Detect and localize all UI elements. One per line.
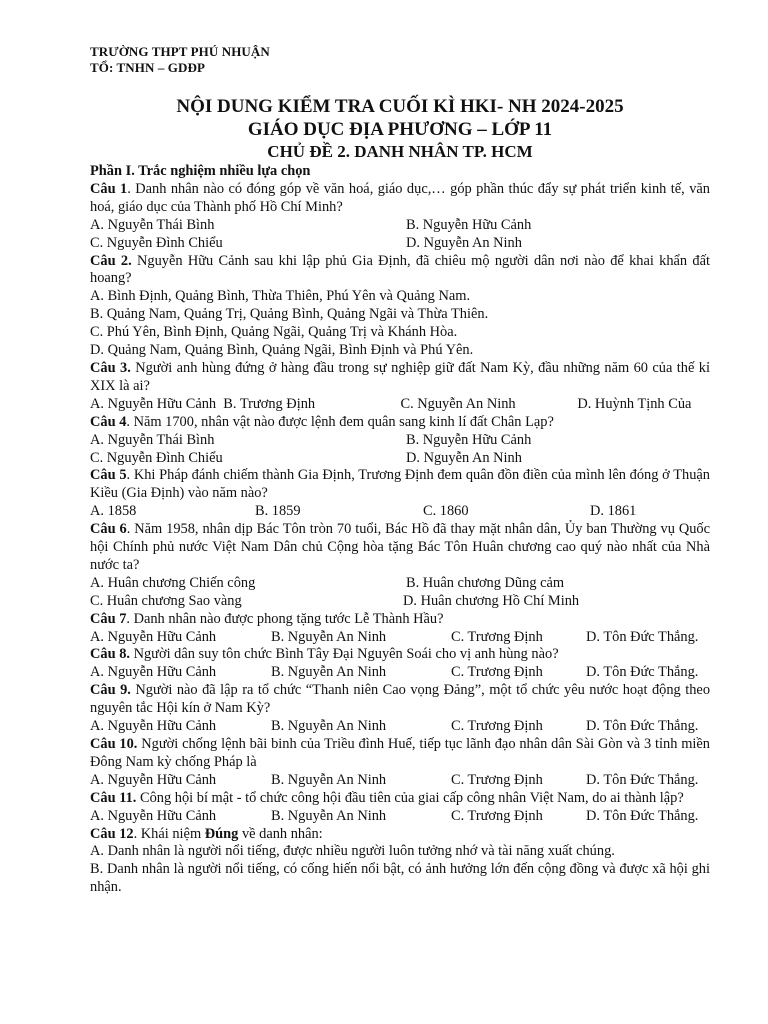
option-ab: A. Nguyễn Hữu Cảnh B. Trương Định	[90, 395, 316, 412]
options-row	[90, 575, 710, 593]
option-b: B. 1859	[255, 503, 301, 520]
option-d: D. 1861	[590, 503, 637, 520]
question-text: Người nào đã lập ra tổ chức “Thanh niên Cao vọng Đảng”, một tổ chức yêu nước hoạt động theo nguyên tắc Hội kín ở Nam Kỳ?	[90, 682, 711, 717]
option-b: B. Nguyễn Hữu Cảnh	[406, 431, 532, 448]
option-a: A. 1858	[90, 503, 137, 520]
question-7	[90, 611, 710, 629]
question-text: Nguyễn Hữu Cảnh sau khi lập phủ Gia Định, đã chiêu mộ người dân nơi nào để khai khẩn đất hoang?	[90, 252, 710, 287]
option-c: C. Nguyễn Đình Chiểu	[90, 234, 223, 251]
question-12	[90, 826, 710, 844]
option-c: C. Trương Định	[451, 807, 543, 824]
options-row	[90, 396, 710, 414]
option-a: A. Nguyễn Thái Bình	[90, 431, 215, 448]
option-b: B. Nguyễn An Ninh	[271, 664, 387, 681]
option-c: C. Trương Định	[451, 718, 543, 735]
topic-title: CHỦ ĐỀ 2. DANH NHÂN TP. HCM	[267, 142, 533, 161]
options-row	[90, 450, 710, 468]
question-label: Câu 5	[90, 467, 127, 484]
option-a: A. Nguyễn Hữu Cảnh	[90, 664, 217, 681]
option-c: C. Trương Định	[451, 771, 543, 788]
question-text: Người anh hùng đứng ở hàng đầu trong sự nghiệp giữ đất Nam Kỳ, đầu những năm 60 của thế kỉ XIX là ai?	[90, 359, 710, 394]
question-text: Người dân suy tôn chức Bình Tây Đại Nguyên Soái cho vị anh hùng nào?	[129, 646, 559, 663]
question-emphasis: Đúng	[204, 825, 239, 842]
question-label: Câu 11.	[90, 789, 137, 806]
question-1	[90, 181, 710, 217]
options-row	[90, 808, 710, 826]
option-c: C. Nguyễn An Ninh	[400, 395, 516, 412]
question-2	[90, 253, 710, 289]
question-text: . Danh nhân nào có đóng góp về văn hoá, giáo dục,… góp phần thúc đẩy sự phát triển kinh tế, văn hoá, giáo dục của Thành phố Hồ Chí Minh?	[90, 180, 710, 215]
option-a: A. Nguyễn Hữu Cảnh	[90, 628, 217, 645]
question-label: Câu 3.	[90, 359, 131, 376]
option-d: D. Tôn Đức Thắng.	[586, 771, 699, 788]
question-text: . Khi Pháp đánh chiếm thành Gia Định, Trương Định đem quân đồn điền của mình lên đóng ở Thuận Kiều (Gia Định) vào năm nào?	[90, 467, 710, 502]
option-d: D. Nguyễn An Ninh	[406, 449, 522, 466]
department-name: TỔ: TNHN – GDĐP	[90, 60, 206, 75]
options-row	[90, 503, 710, 521]
question-label: Câu 9.	[90, 682, 131, 699]
option-a: A. Danh nhân là người nổi tiếng, được nhiều người luôn tưởng nhớ và tài năng xuất chúng.	[90, 843, 615, 860]
option-b: B. Huân chương Dũng cảm	[406, 574, 565, 591]
question-6	[90, 521, 710, 575]
question-10	[90, 736, 710, 772]
option-b: B. Nguyễn An Ninh	[271, 718, 387, 735]
main-title: NỘI DUNG KIỂM TRA CUỐI KÌ HKI- NH 2024-2025	[176, 96, 624, 117]
question-text: Công hội bí mật - tổ chức công hội đầu tiên của giai cấp công nhân Việt Nam, do ai thành lập?	[136, 789, 684, 806]
option-c: C. Trương Định	[451, 628, 543, 645]
question-text: . Danh nhân nào được phong tặng tước Lễ Thành Hầu?	[126, 610, 444, 627]
option-a: A. Nguyễn Hữu Cảnh	[90, 718, 217, 735]
option-d: D. Tôn Đức Thắng.	[586, 718, 699, 735]
option-b: B. Danh nhân là người nổi tiếng, có cống hiến nổi bật, có ảnh hưởng lớn đến cộng đồng và được xã hội ghi nhận.	[90, 861, 710, 896]
option-a: A. Nguyễn Hữu Cảnh	[90, 807, 217, 824]
options-row	[90, 217, 710, 235]
question-text: Người chống lệnh bãi binh của Triều đình Huế, tiếp tục lãnh đạo nhân dân Sài Gòn và 3 tỉnh miền Đông Nam kỳ chống Pháp là	[90, 736, 710, 770]
option-d: D. Quảng Nam, Quảng Bình, Quảng Ngãi, Bình Định và Phú Yên.	[90, 342, 474, 359]
options-row	[90, 629, 710, 647]
option-c: C. Trương Định	[451, 664, 543, 681]
option-a: A. Nguyễn Thái Bình	[90, 216, 215, 233]
option-b: B. Nguyễn Hữu Cảnh	[406, 216, 532, 233]
option-c: C. 1860	[423, 503, 469, 520]
question-label: Câu 7	[90, 610, 127, 627]
option-a: A. Nguyễn Hữu Cảnh	[90, 771, 217, 788]
option-b: B. Nguyễn An Ninh	[271, 628, 387, 645]
question-label: Câu 4	[90, 413, 127, 430]
options-row	[90, 235, 710, 253]
option-d: D. Tôn Đức Thắng.	[586, 807, 699, 824]
school-name: TRƯỜNG THPT PHÚ NHUẬN	[90, 44, 270, 59]
options-row	[90, 718, 710, 736]
options-row	[90, 772, 710, 790]
option-a: A. Bình Định, Quảng Bình, Thừa Thiên, Phú Yên và Quảng Nam.	[90, 288, 471, 305]
question-label: Câu 1	[90, 180, 128, 197]
question-text: . Khái niệm	[133, 825, 205, 842]
options-row	[90, 664, 710, 682]
options-row	[90, 593, 710, 611]
question-label: Câu 6	[90, 521, 127, 538]
options-row	[90, 432, 710, 450]
question-5	[90, 467, 710, 503]
option-d: D. Huỳnh Tịnh Của	[577, 395, 692, 412]
option-c: C. Huân chương Sao vàng	[90, 592, 242, 609]
question-3	[90, 360, 710, 396]
question-text: . Năm 1700, nhân vật nào được lệnh đem quân sang kinh lí đất Chân Lạp?	[126, 413, 554, 430]
option-d: D. Tôn Đức Thắng.	[586, 664, 699, 681]
option-c: C. Nguyễn Đình Chiểu	[90, 449, 223, 466]
option-d: D. Huân chương Hồ Chí Minh	[403, 592, 580, 609]
option-b: B. Quảng Nam, Quảng Trị, Quảng Bình, Quảng Ngãi và Thừa Thiên.	[90, 306, 489, 323]
question-label: Câu 2.	[90, 252, 132, 269]
option-b: B. Nguyễn An Ninh	[271, 771, 387, 788]
question-11	[90, 790, 710, 808]
question-4	[90, 414, 710, 432]
option-a: A. Huân chương Chiến công	[90, 574, 256, 591]
option-d: D. Nguyễn An Ninh	[406, 234, 522, 251]
section-heading: Phần I. Trắc nghiệm nhiều lựa chọn	[90, 163, 311, 179]
question-label: Câu 12	[90, 825, 134, 842]
question-9	[90, 682, 710, 718]
document-page	[90, 44, 710, 897]
subject-title: GIÁO DỤC ĐỊA PHƯƠNG – LỚP 11	[247, 119, 553, 140]
question-label: Câu 10.	[90, 736, 138, 752]
question-text-end: về danh nhân:	[238, 825, 323, 842]
option-c: C. Phú Yên, Bình Định, Quảng Ngãi, Quảng Trị và Khánh Hòa.	[90, 324, 458, 341]
question-8	[90, 646, 710, 664]
option-d: D. Tôn Đức Thắng.	[586, 628, 699, 645]
question-text: . Năm 1958, nhân dịp Bác Tôn tròn 70 tuổi, Bác Hồ đã thay mặt nhân dân, Ủy ban Thường vụ Quốc hội Chính phủ nước Việt Nam Dân chủ Cộng hòa tặng Bác Tôn Huân chương cao quý nào nhất của Nhà nước ta?	[90, 521, 710, 573]
option-b: B. Nguyễn An Ninh	[271, 807, 387, 824]
question-label: Câu 8.	[90, 646, 130, 663]
